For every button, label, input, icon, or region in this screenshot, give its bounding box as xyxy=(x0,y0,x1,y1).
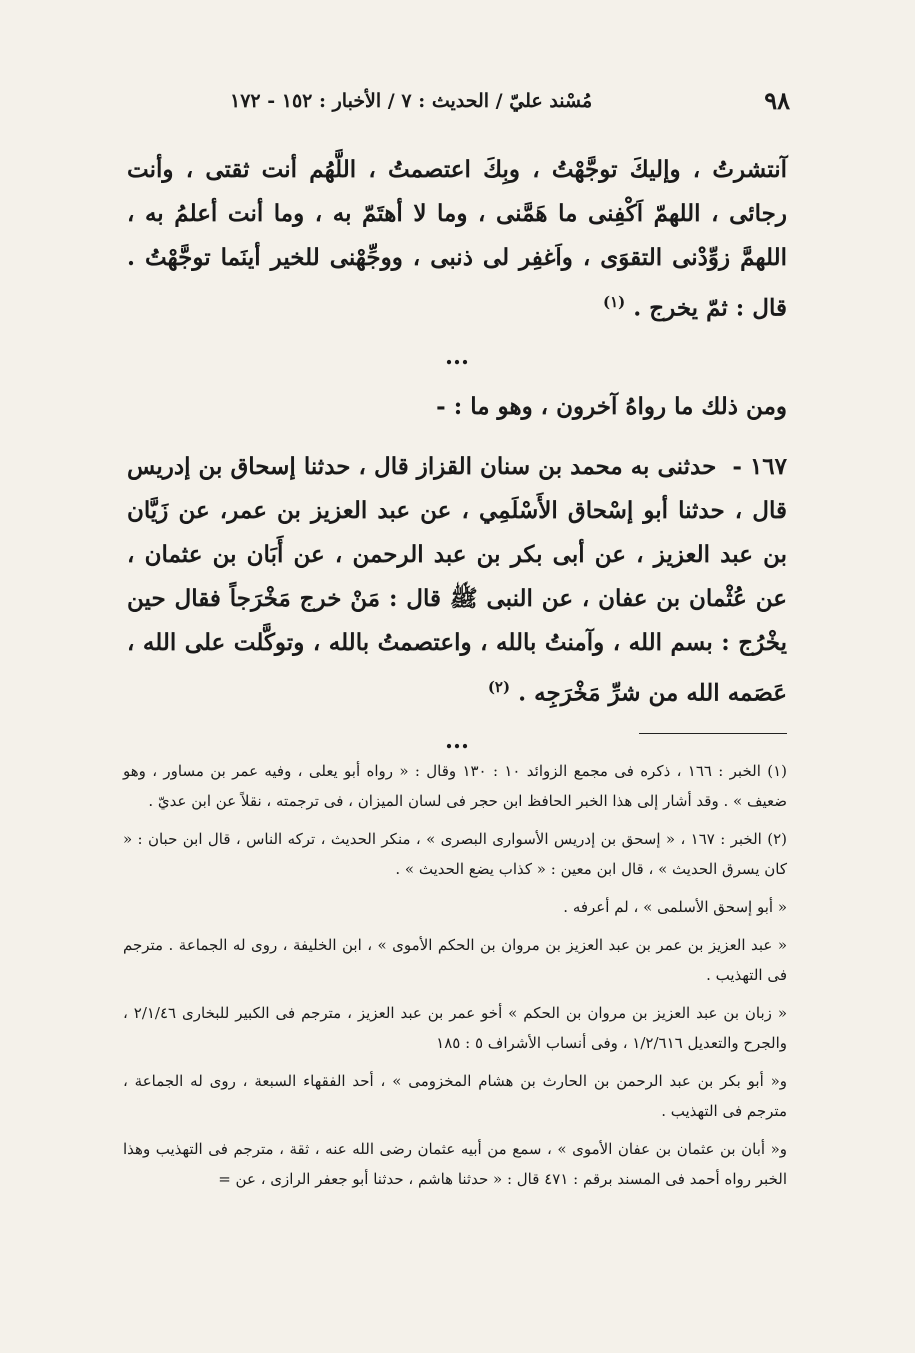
footnote-entry: (٢) الخبر : ١٦٧ ، « إسحق بن إدريس الأسوارى البصرى » ، منكر الحديث ، تركه الناس ، قال ابن حبان : « كان يسرق الحديث » ، قال ابن معين : « كذاب يضع الحديث » . xyxy=(123,830,787,878)
footnote-divider xyxy=(639,733,787,734)
paragraph-text: آنتشرتُ ، وإليكَ توجَّهْتُ ، وبِكَ اعتصمتُ ، اللَّهُم أنت ثقتى ، وأنت رجائى ، اللهمّ اَكْفِنى ما هَمَّنى ، وما لا أهتَمّ به ، وما أنت أعلمُ به ، اللهمَّ زوِّدْنى التقوَى ، واَغفِر لى ذنبى ، ووجِّهْنى للخير أينَما توجَّهْتُ . قال : ثمّ يخرج . xyxy=(127,156,787,322)
hadith-number: ١٦٧ - xyxy=(732,452,787,480)
footnote-entry: و« أبو بكر بن عبد الرحمن بن الحارث بن هشام المخزومى » ، أحد الفقهاء السبعة ، روى له الجماعة ، مترجم فى التهذيب . xyxy=(123,1072,787,1120)
footnote-reference-1: (١) xyxy=(602,293,626,311)
section-separator: ... xyxy=(444,342,470,370)
main-text xyxy=(127,148,787,769)
running-title: مُسْند عليّ / الحديث : ٧ / الأخبار : ١٥٢ - ١٧٢ xyxy=(230,90,593,112)
footnotes xyxy=(123,756,787,1202)
paragraph-continuation xyxy=(127,148,787,331)
footnote-entry: « عبد العزيز بن عمر بن عبد العزيز بن مروان بن الحكم الأموى » ، ابن الخليفة ، روى له الجماعة . مترجم فى التهذيب . xyxy=(123,936,787,984)
footnote-entry: و« أبان بن عثمان بن عفان الأموى » ، سمع من أبيه عثمان رضى الله عنه ، ثقة ، مترجم فى التهذيب وهذا الخبر رواه أحمد فى المسند برقم : ٤٧١ قال : « حدثنا هاشم ، حدثنا أبو جعفر الرازى ، عن = xyxy=(123,1140,787,1188)
lead-in-line: ومن ذلك ما رواهُ آخرون ، وهو ما : - xyxy=(436,392,787,420)
footnote-entry: (١) الخبر : ١٦٦ ، ذكره فى مجمع الزوائد ١٠ : ١٣٠ وقال : « رواه أبو يعلى ، وفيه عمر بن مساور ، وهو ضعيف » . وقد أشار إلى هذا الخبر الحافظ ابن حجر فى لسان الميزان ، فى ترجمته ، نقلاً عن ابن عديّ . xyxy=(123,762,787,810)
footnote-reference-2: (٢) xyxy=(487,677,511,696)
hadith-text: حدثنى به محمد بن سنان القزاز قال ، حدثنا إسحاق بن إدريس قال ، حدثنا أبو إسْحاق الأَسْلَمِي ، عن عبد العزيز بن عمر، عن زَيَّان بن عبد العزيز ، عن أبى بكر بن عبد الرحمن ، عن أَبَان بن عثمان ، عن عُثْمان بن عفان ، عن النبى ﷺ قال : مَنْ خرج مَخْرَجاً فقال حين يخْرُج : بسم الله ، وآمنتُ بالله ، واعتصمتُ بالله ، وتوكَّلت على الله ، عَصَمه الله من شرِّ مَخْرَجِه . xyxy=(127,452,787,707)
hadith-paragraph xyxy=(127,445,787,716)
footnote-entry: « أبو إسحق الأسلمى » ، لم أعرفه . xyxy=(563,898,787,916)
page-number: ٩٨ xyxy=(764,86,790,115)
page-header xyxy=(130,86,790,120)
section-separator: ... xyxy=(444,727,470,755)
footnote-entry: « زبان بن عبد العزيز بن مروان بن الحكم » أخو عمر بن عبد العزيز ، مترجم فى الكبير للبخارى ٢/١/٤٦ ، والجرح والتعديل ١/٢/٦١٦ ، وفى أنساب الأشراف ٥ : ١٨٥ xyxy=(123,1004,788,1052)
